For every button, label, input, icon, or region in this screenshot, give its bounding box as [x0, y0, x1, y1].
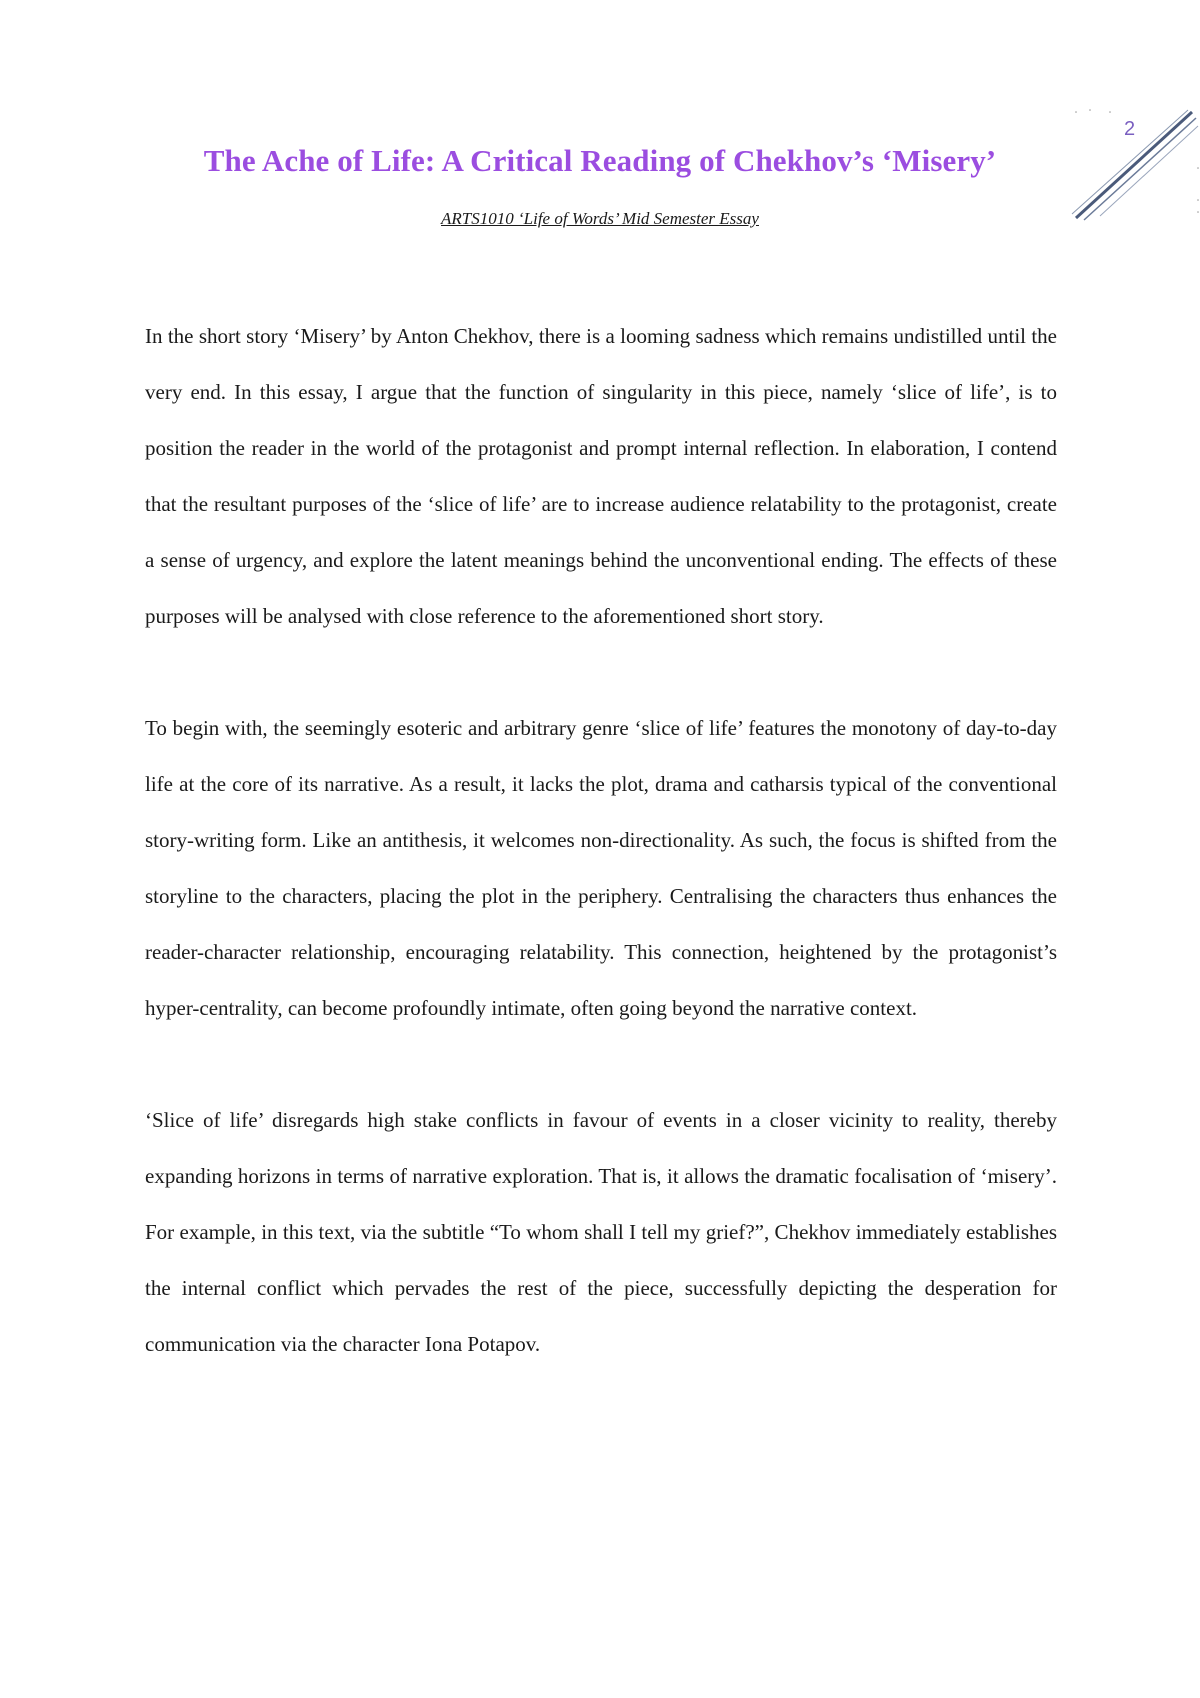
essay-subtitle: ARTS1010 ‘Life of Words’ Mid Semester Essay [441, 209, 759, 228]
essay-body [145, 308, 1057, 1428]
paragraph: ‘Slice of life’ disregards high stake conflicts in favour of events in a closer vicinity to reality, thereby expanding horizons in terms of narrative exploration. That is, it allows the dramatic focalisation of ‘misery’. For example, in this text, via the subtitle “To whom shall I tell my grief?”, Chekhov immediately establishes the internal conflict which pervades the rest of the piece, successfully depicting the desperation for communication via the character Iona Potapov. [145, 1108, 1057, 1356]
paragraph: In the short story ‘Misery’ by Anton Chekhov, there is a looming sadness which remains undistilled until the very end. In this essay, I argue that the function of singularity in this piece, namely ‘slice of life’, is to position the reader in the world of the protagonist and prompt internal reflection. In elaboration, I contend that the resultant purposes of the ‘slice of life’ are to increase audience relatability to the protagonist, create a sense of urgency, and explore the latent meanings behind the unconventional ending. The effects of these purposes will be analysed with close reference to the aforementioned short story. [145, 324, 1057, 628]
paragraph: To begin with, the seemingly esoteric and arbitrary genre ‘slice of life’ features the monotony of day-to-day life at the core of its narrative. As a result, it lacks the plot, drama and catharsis typical of the conventional story-writing form. Like an antithesis, it welcomes non-directionality. As such, the focus is shifted from the storyline to the characters, placing the plot in the periphery. Centralising the characters thus enhances the reader-character relationship, encouraging relatability. This connection, heightened by the protagonist’s hyper-centrality, can become profoundly intimate, often going beyond the narrative context. [145, 716, 1057, 1020]
page-title: The Ache of Life: A Critical Reading of Chekhov’s ‘Misery’ [203, 143, 997, 178]
page-number: 2 [1124, 118, 1136, 140]
